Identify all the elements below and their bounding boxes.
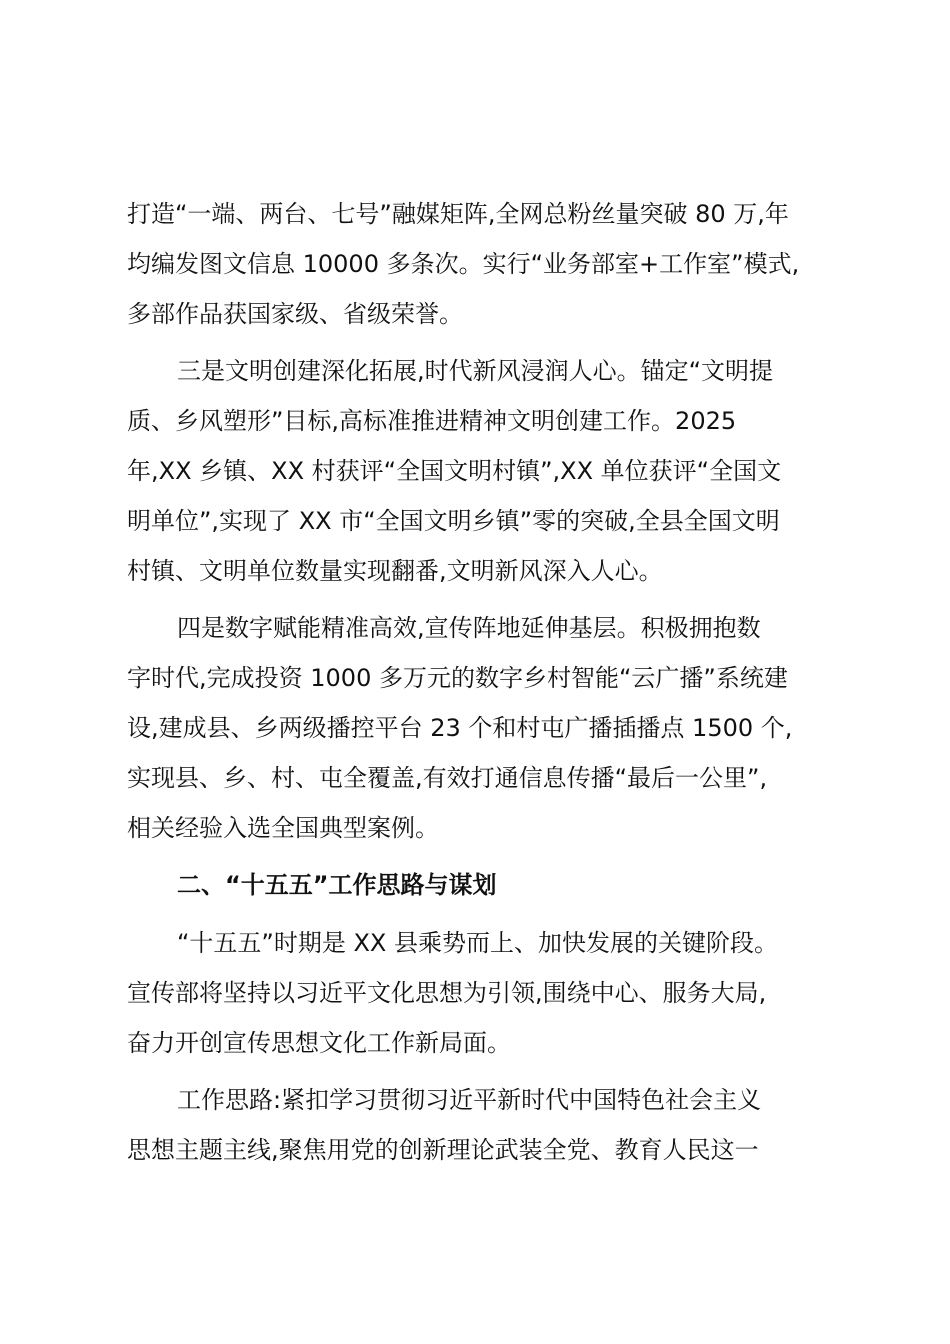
text-line: 打造“一端、两台、七号”融媒矩阵,全网总粉丝量突破 80 万,年 — [127, 200, 789, 228]
text-line: 工作思路:紧扣学习贯彻习近平新时代中国特色社会主义 — [177, 1086, 762, 1114]
text-line: 设,建成县、乡两级播控平台 23 个和村屯广播插播点 1500 个, — [127, 714, 793, 742]
paragraph-digital — [127, 603, 847, 853]
paragraph-civilization — [127, 346, 847, 596]
text-line: 相关经验入选全国典型案例。 — [127, 814, 439, 842]
paragraph-work-thinking — [127, 1075, 847, 1175]
text-line: 多部作品获国家级、省级荣誉。 — [127, 300, 463, 328]
text-line: 实现县、乡、村、屯全覆盖,有效打通信息传播“最后一公里”, — [127, 764, 768, 792]
paragraph-media-matrix — [127, 189, 847, 339]
text-line: 字时代,完成投资 1000 多万元的数字乡村智能“云广播”系统建 — [127, 664, 788, 692]
text-line: 四是数字赋能精准高效,宣传阵地延伸基层。积极拥抱数 — [177, 614, 761, 642]
text-line: 年,XX 乡镇、XX 村获评“全国文明村镇”,XX 单位获评“全国文 — [127, 457, 782, 485]
text-line: 宣传部将坚持以习近平文化思想为引领,围绕中心、服务大局, — [127, 979, 767, 1007]
text-line: 三是文明创建深化拓展,时代新风浸润人心。锚定“文明提 — [177, 357, 774, 385]
text-line: 均编发图文信息 10000 多条次。实行“业务部室+工作室”模式, — [127, 250, 800, 278]
text-line: “十五五”时期是 XX 县乘势而上、加快发展的关键阶段。 — [177, 929, 779, 957]
text-line: 思想主题主线,聚焦用党的创新理论武装全党、教育人民这一 — [127, 1136, 759, 1164]
paragraph-period-intro — [127, 918, 847, 1068]
section-heading — [127, 860, 847, 910]
heading-text: 二、“十五五”工作思路与谋划 — [177, 871, 497, 899]
text-line: 明单位”,实现了 XX 市“全国文明乡镇”零的突破,全县全国文明 — [127, 507, 780, 535]
text-line: 质、乡风塑形”目标,高标准推进精神文明创建工作。2025 — [127, 407, 737, 435]
text-line: 村镇、文明单位数量实现翻番,文明新风深入人心。 — [127, 557, 663, 585]
text-line: 奋力开创宣传思想文化工作新局面。 — [127, 1029, 511, 1057]
